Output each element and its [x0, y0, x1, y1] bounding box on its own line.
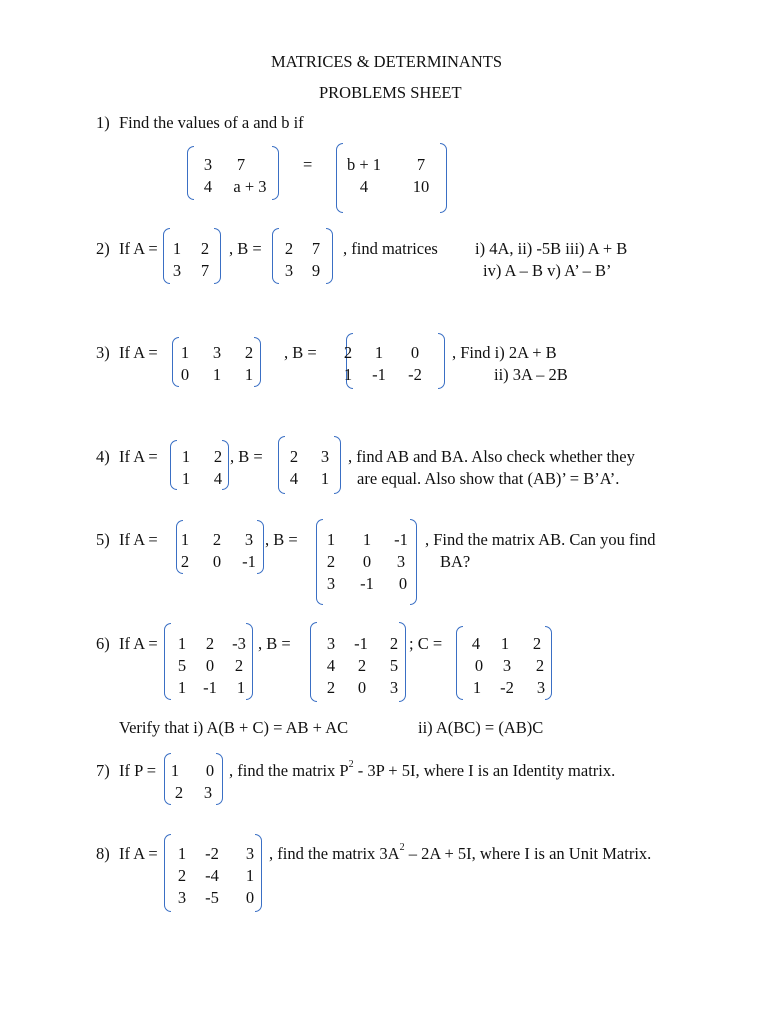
p4-if-a: If A = — [119, 447, 158, 466]
p2-parts-line2: iv) A – B v) A’ – B’ — [483, 261, 612, 280]
p6-b-left-bracket — [310, 622, 317, 702]
p6-verify-2: ii) A(BC) = (AB)C — [418, 718, 544, 737]
p6-b-cell: 3 — [326, 634, 336, 653]
p1-m1-cell: 4 — [203, 177, 213, 196]
p3-a-cell: 0 — [180, 365, 190, 384]
p3-a-cell: 1 — [212, 365, 222, 384]
p6-number: 6) — [96, 634, 110, 653]
page-subtitle: PROBLEMS SHEET — [319, 83, 462, 102]
p3-b-cell: 1 — [374, 343, 384, 362]
p5-text-line2: BA? — [440, 552, 471, 571]
p8-text: , find the matrix $3A^2 - 2A + 5I$, where I is an Unit Matrix. — [269, 842, 652, 863]
p6-a-cell: 0 — [205, 656, 215, 675]
p3-a-cell: 2 — [244, 343, 254, 362]
p2-b-right-bracket — [326, 228, 333, 284]
p6-c-cell: 3 — [536, 678, 546, 697]
p3-b-right-bracket — [438, 333, 445, 389]
p6-c-cell: 2 — [532, 634, 542, 653]
p6-a-cell: -1 — [203, 678, 217, 697]
p5-comma-b: , B = — [265, 530, 298, 549]
p5-a-cell: 0 — [212, 552, 222, 571]
p1-m2-cell: 4 — [359, 177, 369, 196]
p3-parts-line2: ii) 3A – 2B — [494, 365, 568, 384]
p1-text: Find the values of a and b if — [119, 113, 304, 132]
p4-number: 4) — [96, 447, 110, 466]
p7-p-right-bracket — [216, 753, 223, 805]
p4-b-right-bracket — [334, 436, 341, 494]
p7-number: 7) — [96, 761, 110, 780]
p5-number: 5) — [96, 530, 110, 549]
p4-a-cell: 1 — [181, 469, 191, 488]
p1-m2-left-bracket — [336, 143, 343, 213]
p4-b-cell: 3 — [320, 447, 330, 466]
p5-a-right-bracket — [257, 520, 264, 574]
p7-p-cell: 3 — [203, 783, 213, 802]
p2-find: , find matrices — [343, 239, 438, 258]
p6-c-cell: 4 — [471, 634, 481, 653]
p7-if-p: If P = — [119, 761, 157, 780]
p6-c-cell: -2 — [500, 678, 514, 697]
p1-m2-right-bracket — [440, 143, 447, 213]
p3-if-a: If A = — [119, 343, 158, 362]
p1-m1-left-bracket — [187, 146, 194, 200]
p4-b-cell: 2 — [289, 447, 299, 466]
p3-a-cell: 1 — [180, 343, 190, 362]
p4-b-cell: 1 — [320, 469, 330, 488]
p6-a-left-bracket — [164, 623, 171, 700]
p6-a-cell: 1 — [177, 634, 187, 653]
p6-a-cell: 1 — [177, 678, 187, 697]
p6-b-cell: 3 — [389, 678, 399, 697]
p4-b-cell: 4 — [289, 469, 299, 488]
p1-m1-right-bracket — [272, 146, 279, 200]
p6-a-cell: 2 — [205, 634, 215, 653]
p5-b-cell: 1 — [362, 530, 372, 549]
p6-a-cell: 5 — [177, 656, 187, 675]
p3-b-cell: -1 — [372, 365, 386, 384]
p5-b-cell: -1 — [394, 530, 408, 549]
p2-b-cell: 9 — [311, 261, 321, 280]
p1-m1-cell: 3 — [203, 155, 213, 174]
p6-b-cell: -1 — [354, 634, 368, 653]
p7-p-cell: 2 — [174, 783, 184, 802]
p5-b-cell: 3 — [396, 552, 406, 571]
p3-comma-b: , B = — [284, 343, 317, 362]
p2-a-right-bracket — [214, 228, 221, 284]
p6-c-cell: 2 — [535, 656, 545, 675]
p6-c-cell: 3 — [502, 656, 512, 675]
p7-text: , find the matrix $P^2 - 3P + 5I$, where I is an Identity matrix. — [229, 759, 616, 780]
p8-a-cell: 1 — [177, 844, 187, 863]
p5-b-cell: 0 — [398, 574, 408, 593]
p6-a-cell: 2 — [234, 656, 244, 675]
p6-a-right-bracket — [246, 623, 253, 700]
p8-a-left-bracket — [164, 834, 171, 912]
p6-c-cell: 0 — [474, 656, 484, 675]
p3-b-cell: 1 — [343, 365, 353, 384]
p3-b-cell: 2 — [343, 343, 353, 362]
p6-c-left-bracket — [456, 626, 463, 700]
p2-b-cell: 2 — [284, 239, 294, 258]
p1-equals: = — [303, 155, 313, 174]
p2-parts-line1: i) 4A, ii) -5B iii) A + B — [475, 239, 628, 258]
p5-b-cell: 0 — [362, 552, 372, 571]
p6-a-cell: -3 — [232, 634, 246, 653]
p3-a-cell: 3 — [212, 343, 222, 362]
p2-b-cell: 7 — [311, 239, 321, 258]
p6-b-cell: 5 — [389, 656, 399, 675]
p4-a-cell: 4 — [213, 469, 223, 488]
p2-a-cell: 1 — [172, 239, 182, 258]
p6-b-right-bracket — [399, 622, 406, 702]
p4-a-cell: 2 — [213, 447, 223, 466]
p1-number: 1) — [96, 113, 110, 132]
page-title: MATRICES & DETERMINANTS — [271, 52, 503, 71]
p6-b-cell: 4 — [326, 656, 336, 675]
p4-a-right-bracket — [222, 440, 229, 490]
p5-a-cell: 1 — [180, 530, 190, 549]
p5-a-cell: 3 — [244, 530, 254, 549]
p6-b-cell: 2 — [326, 678, 336, 697]
p5-b-cell: -1 — [360, 574, 374, 593]
p3-number: 3) — [96, 343, 110, 362]
p5-a-cell: 2 — [212, 530, 222, 549]
p8-a-right-bracket — [255, 834, 262, 912]
p4-text-line1: , find AB and BA. Also check whether they — [348, 447, 635, 466]
p2-a-cell: 7 — [200, 261, 210, 280]
p6-b-cell: 2 — [389, 634, 399, 653]
p8-a-cell: -4 — [205, 866, 219, 885]
p7-p-cell: 1 — [170, 761, 180, 780]
p1-m2-cell: b + 1 — [346, 155, 382, 174]
p6-b-cell: 0 — [357, 678, 367, 697]
p6-b-cell: 2 — [357, 656, 367, 675]
p5-if-a: If A = — [119, 530, 158, 549]
p3-b-cell: 0 — [410, 343, 420, 362]
p5-b-cell: 3 — [326, 574, 336, 593]
p8-a-cell: -2 — [205, 844, 219, 863]
p4-text-line2: are equal. Also show that (AB)’ = B’A’. — [357, 469, 620, 488]
p6-comma-b: , B = — [258, 634, 291, 653]
p6-c-cell: 1 — [500, 634, 510, 653]
p5-a-cell: 2 — [180, 552, 190, 571]
p2-b-cell: 3 — [284, 261, 294, 280]
p3-parts-line1: , Find i) 2A + B — [452, 343, 557, 362]
p5-b-cell: 1 — [326, 530, 336, 549]
p8-number: 8) — [96, 844, 110, 863]
p1-m2-cell: 10 — [412, 177, 430, 196]
p6-c-cell: 1 — [472, 678, 482, 697]
p1-m1-cell: a + 3 — [233, 177, 267, 196]
p4-a-cell: 1 — [181, 447, 191, 466]
p6-semi-c: ; C = — [409, 634, 443, 653]
p5-b-right-bracket — [410, 519, 417, 605]
p8-a-cell: -5 — [205, 888, 219, 907]
p2-comma-b: , B = — [229, 239, 262, 258]
p8-a-cell: 3 — [245, 844, 255, 863]
p4-comma-b: , B = — [230, 447, 263, 466]
p1-m2-cell: 7 — [416, 155, 426, 174]
p3-a-cell: 1 — [244, 365, 254, 384]
p3-a-right-bracket — [254, 337, 261, 387]
p3-b-cell: -2 — [408, 365, 422, 384]
p8-a-cell: 0 — [245, 888, 255, 907]
p6-verify-1: Verify that i) A(B + C) = AB + AC — [119, 718, 349, 737]
p6-a-cell: 1 — [236, 678, 246, 697]
p2-if-a: If A = — [119, 239, 158, 258]
p2-a-cell: 3 — [172, 261, 182, 280]
p7-p-cell: 0 — [205, 761, 215, 780]
p8-if-a: If A = — [119, 844, 158, 863]
p8-a-cell: 2 — [177, 866, 187, 885]
p6-if-a: If A = — [119, 634, 158, 653]
p1-m1-cell: 7 — [236, 155, 246, 174]
p2-number: 2) — [96, 239, 110, 258]
p6-c-right-bracket — [545, 626, 552, 700]
p8-a-cell: 1 — [245, 866, 255, 885]
p2-a-cell: 2 — [200, 239, 210, 258]
p5-text-line1: , Find the matrix AB. Can you find — [425, 530, 656, 549]
p5-b-cell: 2 — [326, 552, 336, 571]
p8-a-cell: 3 — [177, 888, 187, 907]
p5-a-cell: -1 — [242, 552, 256, 571]
